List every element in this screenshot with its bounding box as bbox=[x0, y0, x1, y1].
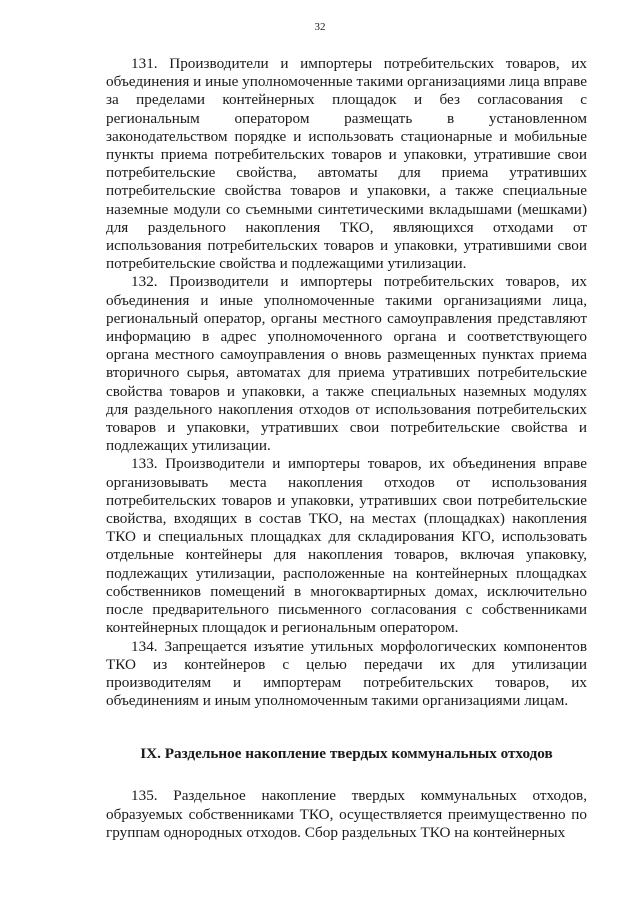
section-heading: IX. Раздельное накопление твердых коммунальных отходов bbox=[140, 745, 553, 763]
paragraph-135: 135. Раздельное накопление твердых коммунальных отходов, образуемых собственниками ТКО, осуществляется преимущественно по группам однородных отходов. Сбор раздельных ТКО на контейнерных bbox=[106, 787, 587, 841]
paragraph-131: 131. Производители и импортеры потребительских товаров, их объединения и иные уполномоченные такими организациями лица вправе за пределами контейнерных площадок и без согласования с региональным оператором размещать в установленном законодательством порядке и использовать стационарные и мобильные пункты приема потребительских товаров и упаковки, утратившие свои потребительские свойства, автоматы для приема утративших потребительские свойства товаров и упаковки, а также специальные наземные модули со съемными синтетическими вкладышами (мешками) для раздельного накопления ТКО, являющихся отходами от использования потребительских товаров и упаковки, утратившими свои потребительские свойства и подлежащими утилизации. bbox=[106, 55, 587, 273]
paragraph-134: 134. Запрещается изъятие утильных морфологических компонентов ТКО из контейнеров с целью передачи их для утилизации производителям и импортерам потребительских товаров, их объединениям и иным уполномоченным такими организациями лицам. bbox=[106, 637, 587, 710]
paragraph-133: 133. Производители и импортеры товаров, их объединения вправе организовывать места накопления отходов от использования потребительских товаров и упаковки, утративших свои потребительские свойства, входящих в состав ТКО, на местах (площадках) накопления ТКО и специальных площадках для складирования КГО, использовать отдельные контейнеры для накопления товаров, включая упаковку, подлежащих утилизации, расположенные на контейнерных площадках собственников помещений в многоквартирных домах, исключительно после предварительного письменного согласования с собственниками контейнерных площадок и региональным оператором. bbox=[106, 455, 587, 637]
page-number: 32 bbox=[314, 21, 326, 33]
paragraph-132: 132. Производители и импортеры потребительских товаров, их объединения и иные уполномоченные такими организациями лица, региональный оператор, органы местного самоуправления представляют информацию в адрес уполномоченного органа и соответствующего органа местного самоуправления о вновь размещенных пунктах приема вторичного сырья, автоматах для приема утративших потребительские свойства товаров и упаковки, а также специальных наземных модулях для раздельного накопления отходов от использования потребительских товаров и упаковки, утративших свои потребительские свойства и подлежащих утилизации. bbox=[106, 273, 587, 455]
document-body bbox=[106, 55, 587, 842]
